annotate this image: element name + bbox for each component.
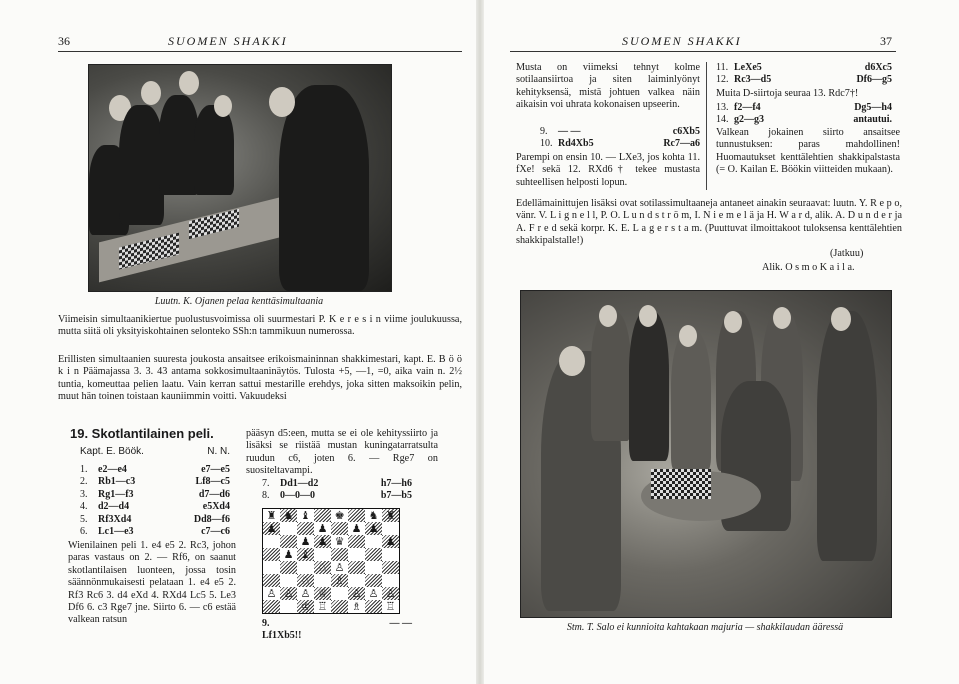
board-square [263,561,280,574]
move-number: 11. [716,62,729,73]
running-head: SUOMEN SHAKKI [168,34,288,48]
board-square [382,561,399,574]
board-square: ♟ [297,535,314,548]
game-title: 19. Skotlantilainen peli. [70,426,214,441]
move-row [540,138,700,150]
board-square: ♚ [331,509,348,522]
move-black: h7—h6 [380,478,412,489]
col2-text2: Valkean jokainen siirto ansaitsee tunnustuksen: paras mahdollinen! Huomautukset kenttälehtien shakkipalstasta (= O. Kailan E. Böökin viitteiden mukaan). [716,127,900,176]
board-square [382,574,399,587]
photo-simultaneous [88,64,392,292]
header-rule-right [510,51,896,52]
board-square: ♟ [314,522,331,535]
move-number: 2. [80,476,88,488]
board-square [348,561,365,574]
board-square [280,535,297,548]
board-square: ♖ [314,600,331,613]
move-number: 3. [80,488,88,500]
board-square: ♗ [348,600,365,613]
board-square: ♕ [314,587,331,600]
move-black: d6Xc5 [864,62,892,73]
photo-caption: Luutn. K. Ojanen pelaa kenttäsimultaania [154,296,324,307]
move-white: LeXe5 [734,62,762,73]
board-square [314,548,331,561]
board-square [314,509,331,522]
move-black: d7—d6 [198,488,230,500]
board-square [297,561,314,574]
move-white: Rg1—f3 [98,488,134,500]
board-square: ♟ [382,535,399,548]
move-row [716,114,892,126]
board-square [382,522,399,535]
move-white: Lc1—e3 [98,526,134,538]
board-square: ♞ [280,509,297,522]
move-black: c6Xb5 [672,126,700,137]
board-square [280,522,297,535]
board-square [331,587,348,600]
move-black: b7—b5 [380,490,412,502]
move-row [80,501,230,513]
board-square [348,535,365,548]
col2-moves-b [716,102,892,127]
board-square: ♙ [365,587,382,600]
board-square: ♞ [365,509,382,522]
board-square: ♟ [348,522,365,535]
move-number: 13. [716,102,729,113]
col2-moves-a [716,62,892,87]
move-row [80,464,230,476]
record-paragraph: Erillisten simultaanien suuresta joukosta ansaitsee erikoismaininnan shakkimestari, kapt. E. B ö ö k i n Päämajassa 3. 3. 43 antama sokkosimultaaninäytös. Tulosta +5, —1, =0, aika vain n. 2½ tuntia, komeuttaa pelien laatu. Vain kerran sattui mestarille erehdys, joka sitten maksoikin pelin, muut hän toinen toistaan kauniimmin voitti. Vakuudeksi [58,354,462,403]
board-square [365,535,382,548]
board-square [280,600,297,613]
move-black: antautui. [853,114,892,126]
board-square: ♘ [314,561,331,574]
move-row [716,62,892,74]
board-square [297,522,314,535]
board-square [365,548,382,561]
board-square [348,509,365,522]
board-square [331,548,348,561]
board-square: ♟ [314,535,331,548]
move-white: Rf3Xd4 [98,513,132,525]
move-black: Rc7—a6 [663,138,700,150]
author-signature: Alik. O s m o K a i l a. [762,262,855,273]
board-square: ♜ [263,509,280,522]
board-square [263,574,280,587]
move-number: 14. [716,114,729,126]
board-square: ♙ [382,587,399,600]
continued-note: (Jatkuu) [830,248,864,259]
board-square [365,561,382,574]
board-square [263,600,280,613]
photo-caption-right: Stm. T. Salo ei kunnioita kahtakaan majuria — shakkilaudan ääressä [566,622,844,633]
move-white: Dd1—d2 [280,478,319,489]
move-number: 12. [716,74,729,86]
board-square: ♘ [297,574,314,587]
board-square [331,522,348,535]
move-number: 9. [540,126,548,137]
column-divider [706,62,707,190]
board-square: ♖ [382,600,399,613]
board-square: ♙ [297,587,314,600]
board-square [331,600,348,613]
move-row [716,74,892,86]
board-square: ♝ [297,548,314,561]
move-white: e2—e4 [98,464,127,475]
board-square: ♟ [263,522,280,535]
game-moves-list-b [262,478,412,503]
board-square: ♜ [382,509,399,522]
notice-paragraph: Edellämainittujen lisäksi ovat sotilassimultaaneja antaneet ainakin seuraavat: luutn. Y. R e p o, vänr. V. L i g n e l l, P. O. L u n d s t r ö m, I. N i e m e l ä ja H. W a r d, alik. A. D u n d e r ja A. F r e d sekä korpr. K. E. L a g e r s t a m. (Puuttuvat ilmoittakoot tuloksensa kenttälehtien shakkipalstalle!) [516,198,902,247]
move-black: Lf8—c5 [195,476,230,488]
move-black: c7—c6 [201,526,230,538]
board-square: ♙ [331,561,348,574]
board-square: ♗ [331,574,348,587]
move-row [540,126,700,138]
page-number-right: 37 [880,34,892,48]
board-square: ♟ [365,522,382,535]
move-9: 9. Lf1Xb5!! — — [262,618,412,642]
board-square [382,548,399,561]
chess-diagram [262,508,400,614]
move-white: Rd4Xb5 [558,138,594,150]
white-player: Kapt. E. Böök. [80,446,144,457]
game-moves-list [80,464,230,538]
board-square [348,548,365,561]
move-white: Rb1—c3 [98,476,136,488]
move-white: 0—0—0 [280,490,315,502]
col1-text: Musta on viimeksi tehnyt kolme sotilaansiirtoa ja siten laiminlyönyt kehityksensä, mistä johtuen valkea näin aikaisin voi uhrata kokonaisen upseerin. [516,62,700,111]
board-square: ♙ [348,587,365,600]
board-square [263,548,280,561]
col2-text1: Muita D-siirtoja seuraa 13. Rdc7†! [716,88,859,99]
move-row [716,102,892,114]
game-players [80,446,230,457]
move-black: e5Xd4 [202,501,230,513]
move-white: g2—g3 [734,114,764,126]
move-number: 4. [80,501,88,513]
move-white: d2—d4 [98,501,130,513]
board-square: ♟ [280,548,297,561]
board-square: ♙ [263,587,280,600]
move-number: 6. [80,526,88,538]
move-row [262,490,412,502]
move-row [80,476,230,488]
photo-game-outdoors [520,290,892,618]
move-white: — — [558,126,581,137]
move-white: Rc3—d5 [734,74,772,86]
move-black: e7—e5 [201,464,230,475]
move-white: f2—f4 [734,102,761,113]
board-square [348,574,365,587]
board-square [365,600,382,613]
board-square [280,574,297,587]
board-square: ♛ [331,535,348,548]
board-square [263,535,280,548]
board-square: ♙ [280,587,297,600]
col1-moves [540,126,700,151]
board-square: ♝ [297,509,314,522]
board-square [314,574,331,587]
move-black: Dd8—f6 [193,513,230,525]
move-number: 7. [262,478,270,489]
move-row [262,478,412,490]
header-rule [58,51,462,52]
move-row [80,514,230,526]
intro-paragraph: Viimeisin simultaanikiertue puolustusvoimissa oli suurmestari P. K e r e s i n viime joulukuussa, mutta siitä oli yksityiskohtainen selonteko SSh:n tammikuun numerossa. [58,314,462,338]
page-number: 36 [58,34,70,48]
running-head-right: SUOMEN SHAKKI [622,34,742,48]
move-number: 8. [262,490,270,502]
board-square [365,574,382,587]
board-square [280,561,297,574]
move-black: Df6—g5 [856,74,892,86]
board-square: ♔ [297,600,314,613]
move-row [80,489,230,501]
move-number: 5. [80,513,88,525]
commentary-a: Wienilainen peli 1. e4 e5 2. Rc3, johon paras vastaus on 2. — Rf6, on saanut skotlantilaisen luonteen, jossa tosin säännönmukaisesti pelataan 1. e4 e5 2. Rf3 Rc6 3. d4 eXd 4. RXd4 Lc5 5. Le3 Df6 6. c3 Rge7 jne. Siirto 6. — c6 estää valkean ratsun [68,540,236,626]
right-page [480,0,959,684]
commentary-b: pääsyn d5:een, mutta se ei ole kehityssiirto ja lisäksi se riistää mustan kuningatarratsulta ruudun c6, joten 6. — Rge7 on suositeltavampi. [246,428,438,477]
col1-text2: Parempi on ensin 10. — LXe3, jos kohta 11. fXe! sekä 12. RXd6† tekee mustasta suhteellisen helposti lopun. [516,152,700,188]
black-player: N. N. [207,446,230,457]
move-number: 1. [80,464,88,475]
move-row [80,526,230,538]
move-black: Dg5—h4 [854,102,892,113]
move-number: 10. [540,138,553,150]
